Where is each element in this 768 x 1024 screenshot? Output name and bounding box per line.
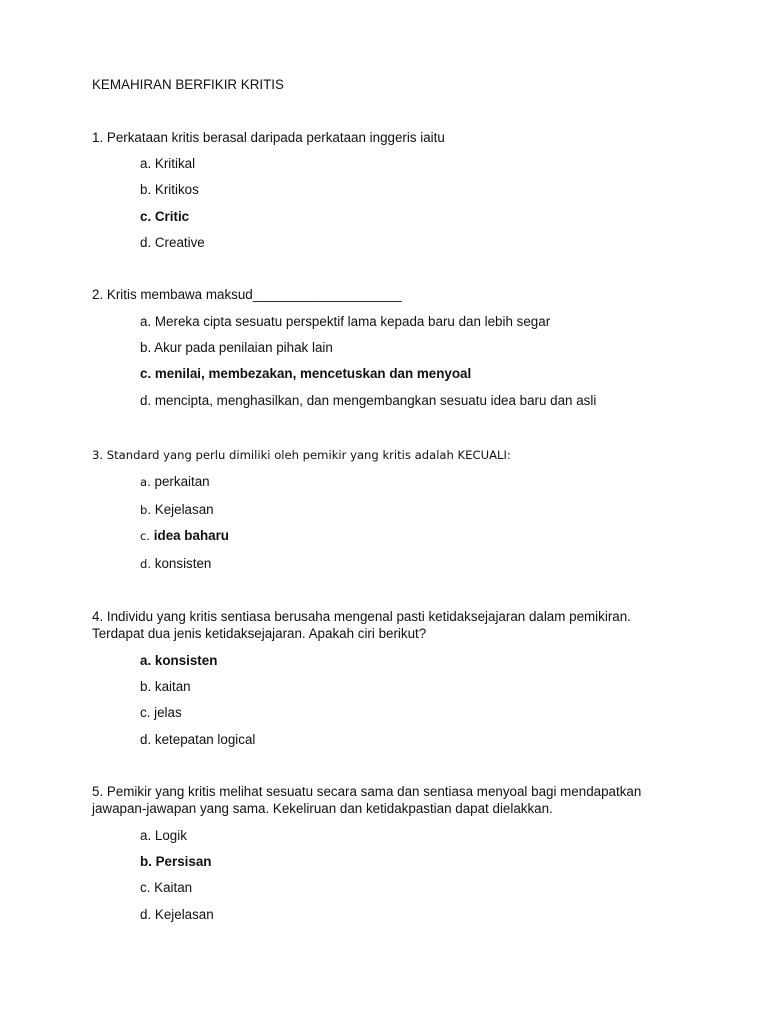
- option-text: konsisten: [154, 556, 212, 571]
- question-5-stem-line-2: jawapan-jawapan yang sama. Kekeliruan dan ketidakpastian dapat dielakkan.: [92, 801, 553, 816]
- question-2-option-b: b. Akur pada penilaian pihak lain: [140, 340, 333, 355]
- question-3-stem: 3. Standard yang perlu dimiliki oleh pemikir yang kritis adalah KECUALI:: [92, 448, 511, 462]
- question-5-option-a: a. Logik: [140, 828, 187, 843]
- question-5-stem-line-1: 5. Pemikir yang kritis melihat sesuatu secara sama dan sentiasa menyoal bagi mendapatkan: [92, 784, 642, 799]
- question-5-option-b: b. Persisan: [140, 854, 212, 869]
- question-4-option-d: d. ketepatan logical: [140, 732, 256, 747]
- question-2-stem: 2. Kritis membawa maksud____________________: [92, 287, 402, 302]
- option-text: idea baharu: [153, 528, 229, 543]
- question-1-option-c: c. Critic: [140, 209, 190, 224]
- question-4-stem-line-2: Terdapat dua jenis ketidaksejajaran. Apakah ciri berikut?: [92, 626, 427, 641]
- question-1-stem: 1. Perkataan kritis berasal daripada perkataan inggeris iaitu: [92, 130, 445, 145]
- question-4-option-b: b. kaitan: [140, 679, 191, 694]
- option-label: c.: [140, 529, 151, 543]
- question-5-option-c: c. Kaitan: [140, 880, 193, 895]
- option-label: d.: [140, 557, 152, 571]
- question-1-option-a: a. Kritikal: [140, 156, 196, 171]
- question-4-option-a: a. konsisten: [140, 653, 218, 668]
- question-5-option-d: d. Kejelasan: [140, 907, 214, 922]
- question-3-option-d: [140, 556, 211, 572]
- question-3-option-a: [140, 474, 210, 490]
- option-label: a.: [140, 475, 151, 489]
- question-1-option-b: b. Kritikos: [140, 182, 199, 197]
- question-2-option-d: d. mencipta, menghasilkan, dan mengembangkan sesuatu idea baru dan asli: [140, 393, 597, 408]
- option-text: Kejelasan: [154, 502, 214, 517]
- question-2-option-a: a. Mereka cipta sesuatu perspektif lama kepada baru dan lebih segar: [140, 314, 551, 329]
- page-title: KEMAHIRAN BERFIKIR KRITIS: [92, 77, 284, 92]
- question-3-option-b: [140, 502, 214, 518]
- question-4-stem-line-1: 4. Individu yang kritis sentiasa berusaha mengenal pasti ketidaksejajaran dalam pemikiran.: [92, 609, 631, 624]
- option-label: b.: [140, 503, 152, 517]
- option-text: perkaitan: [154, 474, 210, 489]
- question-1-option-d: d. Creative: [140, 235, 205, 250]
- question-2-option-c: c. menilai, membezakan, mencetuskan dan menyoal: [140, 366, 472, 381]
- question-4-option-c: c. jelas: [140, 705, 182, 720]
- question-3-option-c: [140, 528, 229, 544]
